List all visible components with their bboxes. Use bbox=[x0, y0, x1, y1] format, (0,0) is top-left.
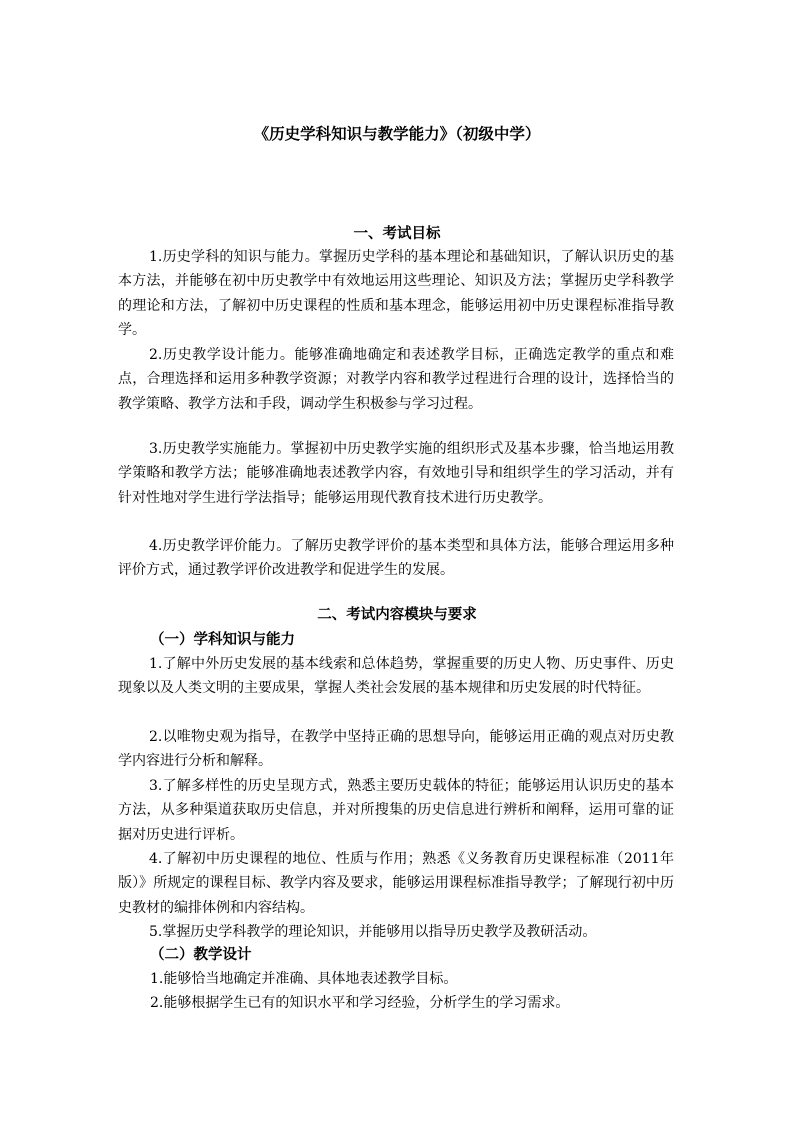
paragraph-knowledge-2: 2.以唯物史观为指导，在教学中坚持正确的思想导向，能够运用正确的观点对历史教学内容进行分析和解释。 bbox=[118, 729, 674, 770]
document-title: 《历史学科知识与教学能力》（初级中学） bbox=[253, 124, 541, 143]
section-heading-content-modules: 二、考试内容模块与要求 bbox=[317, 606, 477, 623]
paragraph-knowledge-4: 4.了解初中历史课程的地位、性质与作用；熟悉《义务教育历史课程标准（2011年版）》所规定的课程目标、教学内容及要求，能够运用课程标准指导教学；了解现行初中历史教材的编排体例和内容结构。 bbox=[118, 851, 674, 916]
paragraph-objective-3: 3.历史教学实施能力。掌握初中历史教学实施的组织形式及基本步骤，恰当地运用教学策略和教学方法；能够准确地表述教学内容，有效地引导和组织学生的学习活动，并有针对性地对学生进行学法指导；能够运用现代教育技术进行历史教学。 bbox=[118, 441, 674, 506]
paragraph-knowledge-5: 5.掌握历史学科教学的理论知识，并能够用以指导历史教学及教研活动。 bbox=[149, 924, 597, 940]
paragraph-objective-2: 2.历史教学设计能力。能够准确地确定和表述教学目标，正确选定教学的重点和难点，合理选择和运用多种教学资源；对教学内容和教学过程进行合理的设计，选择恰当的教学策略、教学方法和手段，调动学生积极参与学习过程。 bbox=[118, 347, 674, 412]
subsection-heading-teaching-design: （二）教学设计 bbox=[150, 946, 252, 963]
paragraph-knowledge-1: 1.了解中外历史发展的基本线索和总体趋势，掌握重要的历史人物、历史事件、历史现象以及人类文明的主要成果，掌握人类社会发展的基本规律和历史发展的时代特征。 bbox=[118, 656, 674, 697]
paragraph-design-2: 2.能够根据学生已有的知识水平和学习经验，分析学生的学习需求。 bbox=[150, 995, 570, 1011]
section-heading-exam-objectives: 一、考试目标 bbox=[353, 225, 441, 242]
paragraph-objective-1: 1.历史学科的知识与能力。掌握历史学科的基本理论和基础知识，了解认识历史的基本方法，并能够在初中历史教学中有效地运用这些理论、知识及方法；掌握历史学科教学的理论和方法，了解初中历史课程的性质和基本理念，能够运用初中历史课程标准指导教学。 bbox=[118, 249, 674, 339]
paragraph-knowledge-3: 3.了解多样性的历史呈现方式，熟悉主要历史载体的特征；能够运用认识历史的基本方法，从多种渠道获取历史信息，并对所搜集的历史信息进行辨析和阐释，运用可靠的证据对历史进行评析。 bbox=[118, 778, 674, 843]
paragraph-objective-4: 4.历史教学评价能力。了解历史教学评价的基本类型和具体方法，能够合理运用多种评价方式，通过教学评价改进教学和促进学生的发展。 bbox=[118, 538, 674, 579]
paragraph-design-1: 1.能够恰当地确定并准确、具体地表述教学目标。 bbox=[150, 971, 458, 987]
subsection-heading-knowledge: （一）学科知识与能力 bbox=[150, 631, 295, 648]
